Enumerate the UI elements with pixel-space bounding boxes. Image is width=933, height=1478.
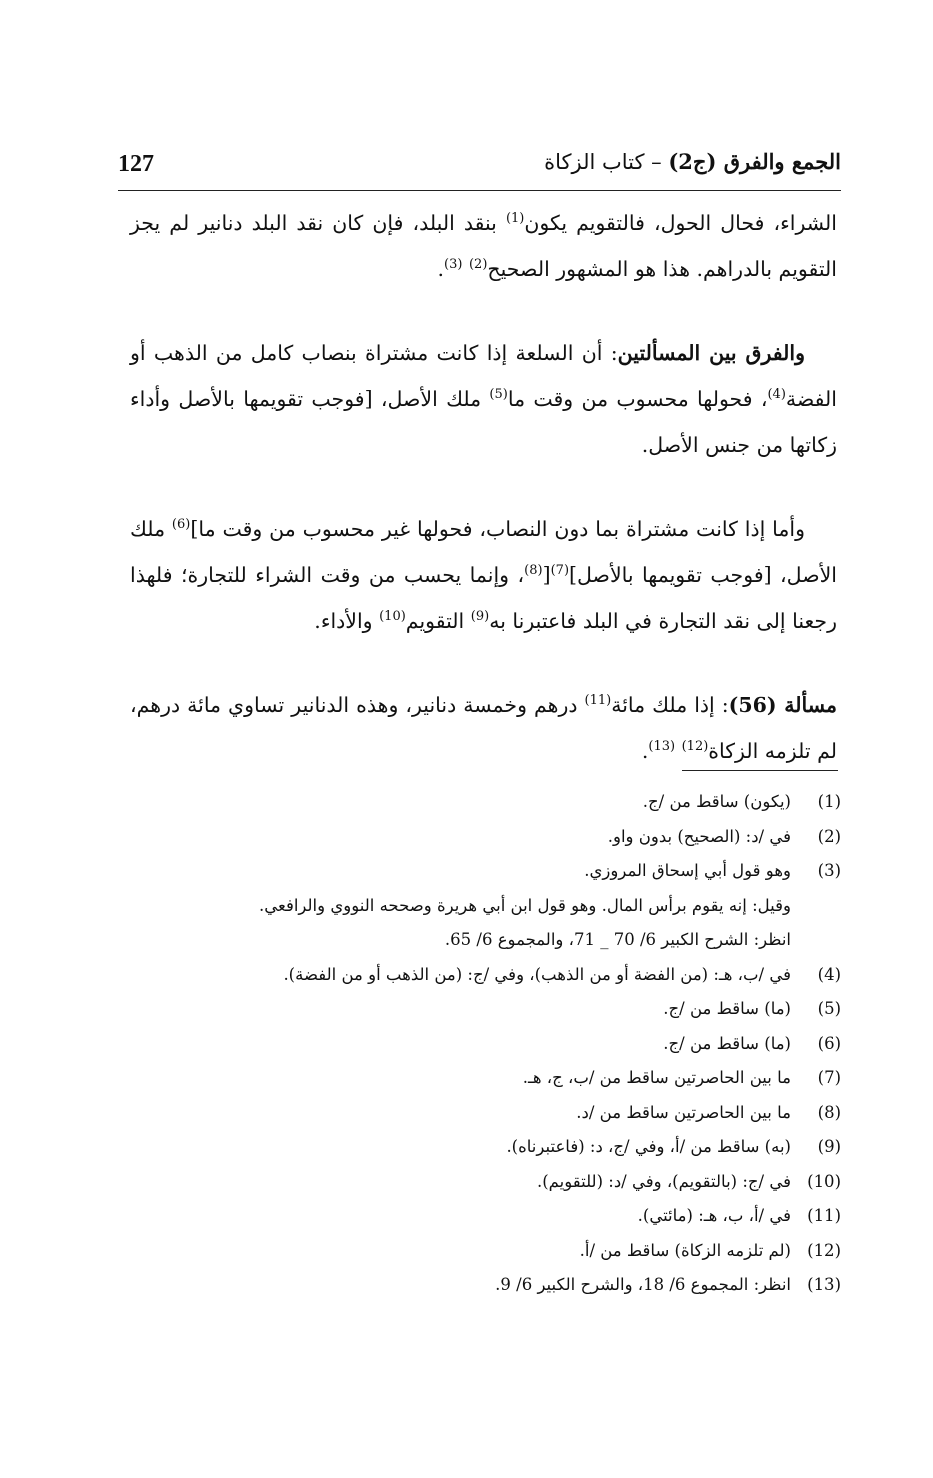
text-run: ، وإنما يحسب من وقت الشراء للتجارة؛ فلهذا رجعنا إلى نقد التجارة في البلد فاعتبرنا به (130, 563, 837, 633)
footnote-ref[interactable]: (9) (470, 609, 490, 625)
text-run: : إذا ملك مائة (611, 693, 729, 717)
text-run: . (641, 739, 649, 763)
footnote-number: (3) (817, 861, 841, 880)
footnote-number: (2) (817, 826, 841, 846)
paragraph-lead: والفرق بين المسألتين (617, 341, 805, 365)
page-header (118, 147, 841, 187)
footnote (120, 1130, 841, 1165)
footnote-text: (به) ساقط من /أ، وفي /ج، د: (فاعتبرناه). (506, 1137, 791, 1156)
footnote-number: (8) (817, 1102, 841, 1122)
footnote (120, 785, 841, 820)
footnote-rule (682, 770, 838, 771)
footnote-text: ما بين الحاصرتين ساقط من /د. (576, 1102, 791, 1122)
footnote (120, 1199, 841, 1234)
footnote-number: (4) (817, 964, 841, 984)
footnote-text: ما بين الحاصرتين ساقط من /ب، ج، هـ. (522, 1068, 791, 1087)
footnote-text: (يكون) ساقط من /ج. (642, 792, 791, 811)
text-run: ملك الأصل، [فوجب تقويمها بالأصل وأداء زكاتها من جنس الأصل. (130, 387, 837, 457)
footnote-number: (9) (817, 1137, 841, 1156)
header-rule (118, 190, 841, 191)
text-run: الشراء، فحال الحول، فالتقويم يكون (524, 211, 838, 235)
footnote (120, 992, 841, 1027)
page-number: 127 (118, 151, 154, 177)
issue-heading: مسألة (56) (728, 693, 837, 717)
paragraph-2 (130, 330, 837, 468)
footnote-number: (6) (817, 1033, 841, 1053)
text-run: درهم وخمسة دنانير، وهذه الدنانير تساوي مائة درهم، لم تلزمه الزكاة (130, 693, 837, 763)
footnote (120, 1268, 841, 1303)
footnote-number: (5) (817, 999, 841, 1018)
text-run: وأما إذا كانت مشتراة بما دون النصاب، فحولها غير محسوب من وقت ما] (190, 517, 805, 541)
footnote-ref[interactable]: (6) (171, 517, 191, 533)
footnote-text: في /د: (الصحيح) بدون واو. (607, 826, 791, 846)
footnote (120, 1165, 841, 1200)
footnote-number: (12) (807, 1240, 841, 1260)
footnote-ref[interactable]: (10) (379, 609, 406, 625)
footnote-text: في /أ، ب، هـ: (مائتي). (637, 1206, 791, 1225)
footnote-ref[interactable]: (8) (524, 563, 543, 579)
footnote-text: انظر: المجموع 6/ 18، والشرح الكبير 6/ 9. (495, 1275, 791, 1294)
chapter-title: – كتاب الزكاة (544, 150, 669, 174)
footnote-ref[interactable]: (3) (443, 257, 463, 273)
footnote-number: (10) (807, 1171, 841, 1191)
footnote-number: (7) (817, 1068, 841, 1087)
text-run: التقويم (405, 609, 471, 633)
footnote-number: (1) (817, 792, 841, 811)
footnote (120, 958, 841, 993)
footnote-ref[interactable]: (2) (468, 257, 488, 273)
footnote-text: في /ب، هـ: (من الفضة أو من الذهب)، وفي /ج: (من الذهب أو من الفضة). (283, 964, 791, 984)
footnote-number: (11) (807, 1206, 841, 1225)
footnote-ref[interactable]: (7) (550, 563, 570, 579)
footnote-ref[interactable]: (4) (767, 387, 786, 403)
footnote-ref[interactable]: (5) (489, 387, 508, 403)
text-run: والأداء. (314, 609, 380, 633)
footnote (120, 820, 841, 855)
footnote-ref[interactable]: (13) (648, 739, 676, 755)
running-head (544, 149, 841, 174)
footnote (120, 1027, 841, 1062)
footnote (120, 1096, 841, 1131)
text-run: ، فحولها محسوب من وقت ما (507, 387, 768, 411)
footnote-ref[interactable]: (1) (505, 211, 525, 227)
footnotes (120, 785, 841, 1303)
text-run: ملك الأصل، [فوجب تقويمها بالأصل] (130, 517, 837, 587)
footnote-continuation: انظر: الشرح الكبير 6/ 70 _ 71، والمجموع 6/ 65. (444, 930, 791, 949)
text-run: . (437, 257, 444, 281)
paragraph-3 (130, 506, 837, 644)
main-text (130, 200, 837, 806)
text-run: بنقد البلد، فإن كان نقد البلد دنانير لم يجز التقويم بالدراهم. هذا هو المشهور الصحيح (130, 211, 837, 281)
footnote-text: (ما) ساقط من /ج. (663, 999, 791, 1018)
footnote-text: وهو قول أبي إسحاق المروزي. (584, 861, 791, 880)
footnote-ref[interactable]: (12) (681, 739, 709, 755)
paragraph-1 (130, 200, 837, 292)
book-title: الجمع والفرق (ج2) (668, 149, 841, 174)
footnote (120, 854, 841, 889)
footnote-text: (لم تلزمه الزكاة) ساقط من /أ. (579, 1240, 791, 1260)
footnote-number: (13) (807, 1275, 841, 1294)
footnote (120, 1234, 841, 1269)
paragraph-4 (130, 682, 837, 774)
footnote (120, 1061, 841, 1096)
footnote-ref[interactable]: (11) (584, 693, 612, 709)
text-run: [ (542, 563, 551, 587)
footnote-text: (ما) ساقط من /ج. (663, 1033, 791, 1053)
text-run: : أن السلعة إذا كانت مشتراة بنصاب كامل من الذهب أو الفضة (130, 341, 837, 411)
footnote-continuation: وقيل: إنه يقوم برأس المال. وهو قول ابن أبي هريرة وصححه النووي والرافعي. (258, 895, 791, 915)
footnote-text: في /ج: (بالتقويم)، وفي /د: (للتقويم). (536, 1171, 791, 1191)
